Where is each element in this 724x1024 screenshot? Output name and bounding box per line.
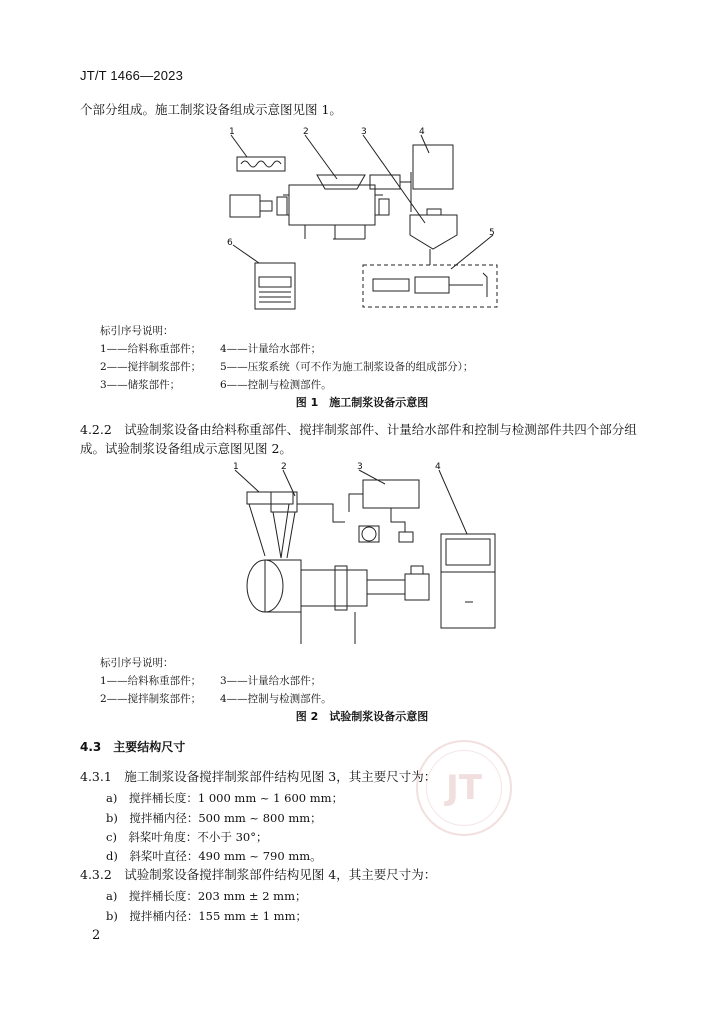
legend-item: 3——计量给水部件； [220,675,322,687]
callout-4: 4 [419,127,425,137]
list-item: a) 搅拌桶长度：1 000 mm ~ 1 600 mm； [106,791,344,805]
watermark-letters: JT [446,768,482,808]
page-number: 2 [92,928,101,943]
feed-scale [247,492,293,504]
mixer-tank [289,185,375,225]
figure-2-diagram [225,462,500,647]
legend-title: 标引序号说明： [100,657,174,669]
callout-6: 6 [227,238,233,248]
list-item: b) 搅拌桶内径：500 mm ~ 800 mm； [106,811,322,825]
paragraph-4-3-1: 4.3.1 施工制浆设备搅拌制浆部件结构见图 3，其主要尺寸为： [80,769,437,784]
legend-item: 1——给料称重部件； [100,675,202,687]
legend-item: 1——给料称重部件； [100,343,202,355]
list-item: b) 搅拌桶内径：155 mm ± 1 mm； [106,909,307,923]
jt-watermark-seal [416,740,512,836]
legend-item: 4——控制与检测部件。 [220,693,332,705]
callout-1: 1 [233,462,239,472]
legend-item: 3——储浆部件； [100,379,181,391]
control-cabinet [441,572,495,628]
feeder-unit [237,157,285,171]
legend-item: 5——压浆系统（可不作为施工制浆设备的组成部分）； [220,361,474,373]
figure-2-legend [100,654,332,708]
callout-3: 3 [361,127,367,137]
callout-2: 2 [281,462,287,472]
hopper [317,175,365,189]
grout-pump-system [363,265,497,307]
callout-5: 5 [489,228,495,238]
section-4-3-title: 4.3 主要结构尺寸 [80,740,186,754]
paragraph-4-2-2-line-1: 4.2.2 试验制浆设备由给料称重部件、搅拌制浆部件、计量给水部件和控制与检测部件共四个部分组 [80,422,637,437]
figure-1-caption: 图 1 施工制浆设备示意图 [295,396,429,409]
list-item: a) 搅拌桶长度：203 mm ± 2 mm； [106,889,307,903]
document-id: JT/T 1466—2023 [80,68,184,83]
legend-item: 2——搅拌制浆部件； [100,361,202,373]
legend-item: 2——搅拌制浆部件； [100,693,202,705]
callout-1: 1 [229,127,235,137]
list-item: c) 斜桨叶角度：不小于 30°； [106,830,268,844]
paragraph-4-2-2-line-2: 成。试验制浆设备组成示意图见图 2。 [80,441,292,456]
legend-title: 标引序号说明： [100,325,174,337]
motor [230,195,260,217]
callout-2: 2 [303,127,309,137]
legend-item: 6——控制与检测部件。 [220,379,332,391]
list-item: d) 斜桨叶直径：490 mm ~ 790 mm。 [106,849,322,863]
water-tank-box [413,145,453,189]
flow-pump [362,527,376,541]
intro-text: 个部分组成。施工制浆设备组成示意图见图 1。 [80,102,342,117]
callout-3: 3 [357,462,363,472]
figure-1-diagram [225,127,505,312]
paragraph-4-3-2: 4.3.2 试验制浆设备搅拌制浆部件结构见图 4，其主要尺寸为： [80,867,437,882]
control-monitor [441,534,495,572]
legend-item: 4——计量给水部件； [220,343,322,355]
callout-4: 4 [435,462,441,472]
figure-1-legend [100,322,473,394]
water-meter-box [363,480,419,508]
figure-2-caption: 图 2 试验制浆设备示意图 [295,710,429,723]
storage-tank [410,215,457,249]
